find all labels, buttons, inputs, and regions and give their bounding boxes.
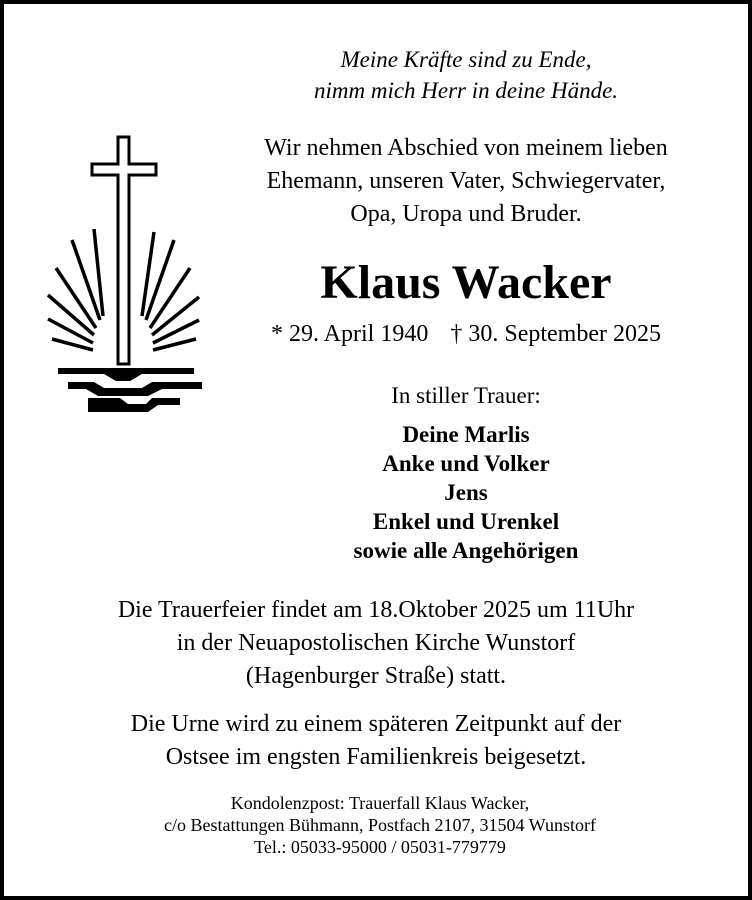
birth-date: * 29. April 1940 (271, 321, 429, 347)
cross-emblem-icon (34, 132, 214, 422)
bible-verse (232, 44, 700, 106)
life-dates (216, 318, 716, 350)
contact-line-1: Kondolenzpost: Trauerfall Klaus Wacker, (230, 793, 530, 813)
mourner-item: Anke und Volker (382, 451, 550, 476)
ceremony-line-3: (Hagenburger Straße) statt. (245, 663, 507, 689)
contact-line-3: Tel.: 05033-95000 / 05031-779779 (254, 837, 506, 857)
contact-line-2: c/o Bestattungen Bühmann, Postfach 2107, 31504 Wunstorf (164, 815, 596, 835)
ceremony-info (20, 594, 732, 693)
mourner-item: Deine Marlis (402, 422, 530, 447)
ceremony-line-1: Die Trauerfeier findet am 18.Oktober 2025 um 11Uhr (117, 597, 635, 623)
mourner-item: Jens (444, 480, 488, 505)
mourner-item: Enkel und Urenkel (372, 509, 560, 534)
urn-info (20, 708, 732, 774)
deceased-name: Klaus Wacker (320, 256, 612, 309)
intro-line-3: Opa, Uropa und Bruder. (350, 201, 582, 227)
verse-line-1: Meine Kräfte sind zu Ende, (340, 47, 592, 72)
condolence-contact (40, 792, 720, 858)
verse-line-2: nimm mich Herr in deine Hände. (313, 78, 619, 103)
intro-line-2: Ehemann, unseren Vater, Schwiegervater, (266, 168, 666, 194)
intro-line-1: Wir nehmen Abschied von meinem lieben (264, 135, 668, 161)
ceremony-line-2: in der Neuapostolischen Kirche Wunstorf (176, 630, 576, 656)
mourning-label: In stiller Trauer: (391, 383, 541, 408)
mourners-list (266, 420, 666, 565)
urn-line-2: Ostsee im engsten Familienkreis beigesetzt. (165, 744, 587, 770)
mourner-item: sowie alle Angehörigen (353, 538, 579, 563)
death-date: † 30. September 2025 (450, 321, 661, 347)
urn-line-1: Die Urne wird zu einem späteren Zeitpunkt auf der (130, 711, 622, 737)
farewell-intro (216, 132, 716, 231)
